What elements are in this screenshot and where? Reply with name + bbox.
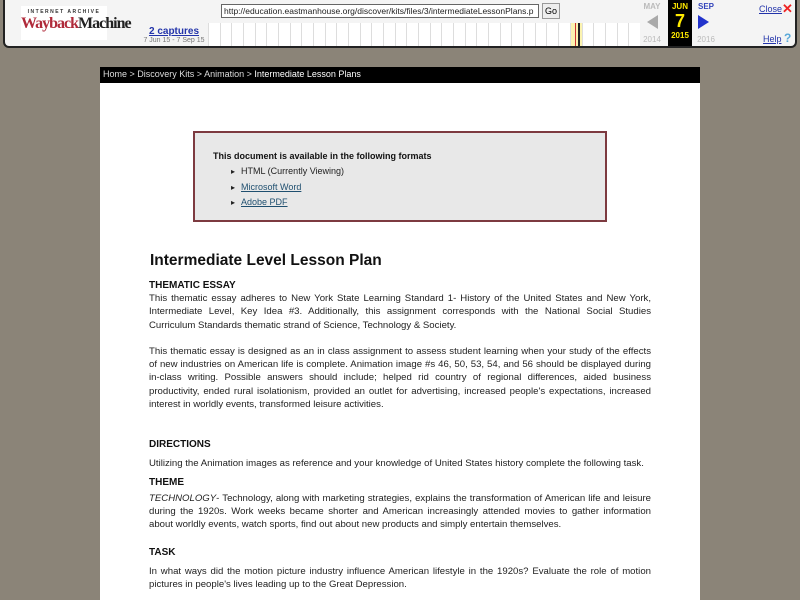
page-content [100, 67, 700, 600]
word-link[interactable]: Microsoft Word [241, 181, 302, 192]
section-heading: THEME [149, 476, 184, 488]
format-word [231, 180, 587, 196]
breadcrumb-home[interactable]: Home [103, 69, 128, 79]
url-input[interactable]: http://education.eastmanhouse.org/discover/kits/files/3/intermediateLessonPlans.p [221, 4, 539, 18]
page-title: Intermediate Level Lesson Plan [150, 252, 382, 269]
paragraph: Utilizing the Animation images as reference and your knowledge of United States history complete the following task. [149, 458, 644, 470]
close-link[interactable]: Close [759, 4, 783, 14]
format-html: ▸ HTML (Currently Viewing) [231, 164, 587, 180]
formats-heading: This document is available in the following formats [213, 151, 432, 161]
prev-arrow-icon[interactable] [647, 15, 658, 29]
paragraph: This thematic essay is designed as an in class assignment to assess student learning when your study of the effects of new industries on American life is complete. Animation image #s 46, 50, 53, 54, and 56 should be displayed during in-class writing. Possible answers should include; helped rid country of regional differences, aided business productivity, ended rural isolationism, provided an outlet for advertising, increased people's expectations, increased interest in worldly events, transformed leisure activities. [149, 345, 651, 411]
next-year: 2016 [697, 35, 715, 44]
paragraph: TECHNOLOGY- Technology, along with marketing strategies, explains the transformation of American life and leisure during the 1920s. Work weeks became shorter and American increasingly attended movies to gather information about worldly events, watch sports, find out about new products and simply entertain themselves. [149, 492, 651, 531]
paragraph: This thematic essay adheres to New York State Learning Standard 1- History of the United States and New York, Intermediate Level, Key Idea #3. Additionally, this assignment corresponds with the National Social Studies Curriculum Standards thematic strand of Science, Technology & Society. [149, 293, 651, 331]
formats-box [193, 131, 607, 222]
breadcrumb: Home > Discovery Kits > Animation > Intermediate Lesson Plans [100, 67, 700, 83]
breadcrumb-discovery-kits[interactable]: Discovery Kits [137, 69, 195, 79]
paragraph: In what ways did the motion picture industry influence American lifestyle in the 1920s? Evaluate the role of motion pictures in people's lives leading up to the Great Depression. [149, 565, 651, 590]
breadcrumb-animation[interactable]: Animation [204, 69, 245, 79]
section-heading: THEMATIC ESSAY [149, 280, 236, 291]
logo-word-1: Wayback [21, 15, 79, 32]
section-heading: TASK [149, 546, 176, 558]
format-pdf [231, 195, 587, 211]
prev-year: 2014 [643, 35, 661, 44]
section-heading: DIRECTIONS [149, 439, 211, 451]
next-month[interactable]: SEP [697, 2, 714, 11]
help-link[interactable]: Help [763, 34, 782, 44]
capture-range: 7 Jun 15 - 7 Sep 15 [143, 37, 205, 44]
wayback-logo[interactable]: INTERNET ARCHIVE WaybackMachine [21, 6, 107, 40]
wayback-toolbar [3, 0, 797, 48]
breadcrumb-current: Intermediate Lesson Plans [254, 69, 361, 79]
next-arrow-icon[interactable] [698, 15, 709, 29]
current-capture-date: JUN 7 2015 [668, 0, 692, 46]
logo-word-2: Machine [78, 15, 131, 32]
prev-month: MAY [643, 2, 661, 11]
captures-link[interactable]: 2 captures [148, 26, 200, 37]
close-x-icon[interactable]: ✕ [782, 1, 793, 16]
capture-sparkline[interactable] [208, 23, 640, 46]
question-icon[interactable]: ? [784, 31, 792, 45]
pdf-link[interactable]: Adobe PDF [241, 197, 288, 207]
lesson-plan [149, 252, 651, 591]
go-button[interactable]: Go [542, 3, 560, 19]
